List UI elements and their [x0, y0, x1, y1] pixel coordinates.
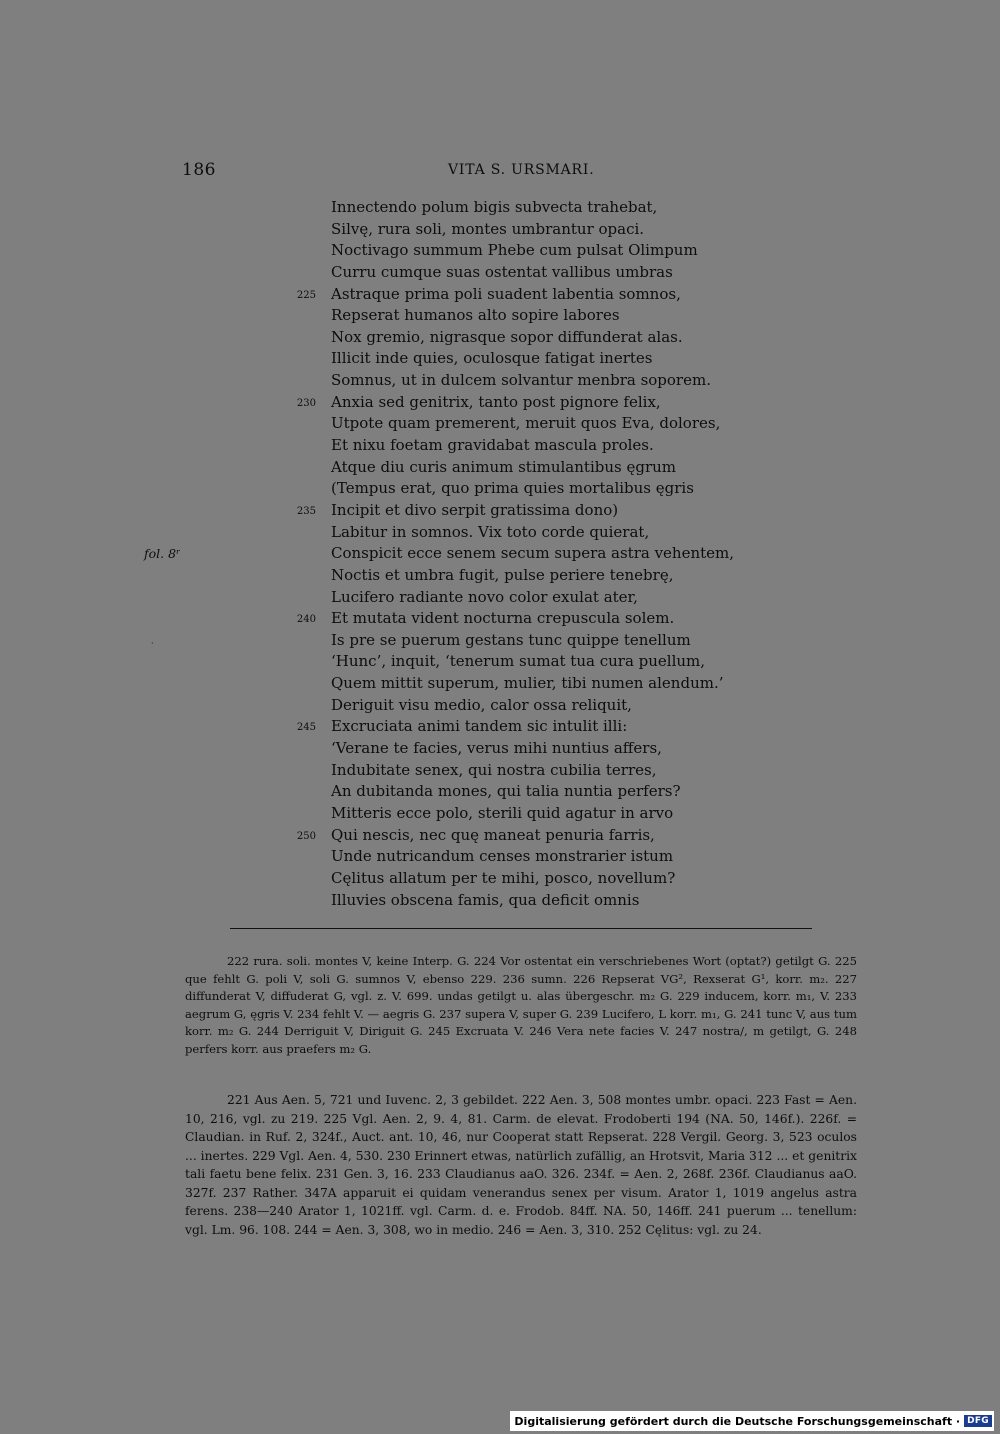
poem-line — [0, 435, 1000, 457]
line-number: 225 — [296, 289, 316, 301]
apparatus-text: 222 rura. soli. montes V, keine Interp. G. 224 Vor ostentat ein verschriebenes Wort (optat?) getilgt G. 225 que fehlt G. poli V, soli G. sumnos V, ebenso 229. 236 sumn. 226 Repserat VG², Rexserat G¹, korr. m₂. 227 diffunderat V, diffuderat G, vgl. z. V. 699. undas getilgt u. alas übergeschr. m₂ G. 229 inducem, korr. m₁, V. 233 aegrum G, ęgris V. 234 fehlt V. — aegris G. 237 supera V, super G. 239 Lucifero, L korr. m₁, G. 241 tunc V, aus tum korr. m₂ G. 244 Derriguit V, Diriguit G. 245 Excruata V. 246 Vera nete facies V. 247 nostra/, m getilgt, G. 248 perfers korr. aus praefers m₂ G. — [185, 954, 857, 1056]
line-number: 230 — [296, 397, 316, 409]
verse-text: Unde nutricandum censes monstrarier istum — [331, 847, 674, 866]
poem-line — [0, 868, 1000, 890]
poem-line — [0, 500, 1000, 522]
poem-line — [0, 608, 1000, 630]
verse-text: Excruciata animi tandem sic intulit illi: — [331, 717, 628, 736]
poem-line — [0, 219, 1000, 241]
verse-text: Innectendo polum bigis subvecta trahebat, — [331, 198, 658, 216]
verse-text: Repserat humanos alto sopire labores — [331, 306, 620, 325]
verse-text: Conspicit ecce senem secum supera astra vehentem, — [331, 544, 735, 563]
folio-marginal-note: fol. 8ʳ — [144, 546, 181, 562]
verse-text: ‘Hunc’, inquit, ‘tenerum sumat tua cura puellum, — [331, 652, 706, 671]
verse-text: Curru cumque suas ostentat vallibus umbras — [331, 262, 673, 281]
poem-line — [0, 413, 1000, 435]
verse-text: An dubitanda mones, qui talia nuntia perfers? — [331, 782, 681, 801]
poem-line — [0, 522, 1000, 544]
line-number: 245 — [296, 722, 316, 734]
poem-line — [0, 738, 1000, 760]
verse-text: Noctis et umbra fugit, pulse periere tenebrę, — [331, 565, 674, 584]
verse-text: Mitteris ecce polo, sterili quid agatur in arvo — [331, 803, 674, 822]
poem-text — [0, 197, 1000, 911]
verse-text: Incipit et divo serpit gratissima dono) — [331, 500, 619, 519]
poem-line — [0, 543, 1000, 565]
verse-text: Utpote quam premerent, meruit quos Eva, dolores, — [331, 414, 721, 433]
footnote-divider — [230, 928, 812, 929]
poem-line — [0, 284, 1000, 306]
verse-text: Cęlitus allatum per te mihi, posco, novellum? — [331, 868, 676, 887]
poem-line — [0, 348, 1000, 370]
verse-text: Atque diu curis animum stimulantibus ęgrum — [331, 457, 676, 476]
poem-line — [0, 262, 1000, 284]
running-title: VITA S. URSMARI. — [448, 162, 595, 178]
poem-line — [0, 197, 1000, 219]
footer-text: Digitalisierung gefördert durch die Deutsche Forschungsgemeinschaft · — [514, 1414, 961, 1428]
verse-text: Somnus, ut in dulcem solvantur menbra soporem. — [331, 371, 711, 390]
verse-text: Qui nescis, nec quę maneat penuria farris, — [331, 825, 655, 844]
poem-line — [0, 457, 1000, 479]
verse-text: Noctivago summum Phebe cum pulsat Olimpum — [331, 241, 698, 260]
poem-line — [0, 392, 1000, 414]
source-notes — [185, 1091, 857, 1239]
poem-line — [0, 760, 1000, 782]
verse-text: Illicit inde quies, oculosque fatigat inertes — [331, 349, 653, 368]
poem-line — [0, 890, 1000, 912]
poem-line — [0, 673, 1000, 695]
funding-footer — [510, 1411, 994, 1431]
poem-line — [0, 478, 1000, 500]
poem-line — [0, 846, 1000, 868]
poem-line — [0, 781, 1000, 803]
poem-line — [0, 716, 1000, 738]
line-number: 250 — [296, 830, 316, 842]
line-number: 235 — [296, 505, 316, 517]
poem-line — [0, 240, 1000, 262]
poem-line — [0, 587, 1000, 609]
poem-line — [0, 327, 1000, 349]
verse-text: Lucifero radiante novo color exulat ater, — [331, 587, 638, 606]
stray-mark: · — [151, 639, 154, 648]
verse-text: (Tempus erat, quo prima quies mortalibus ęgris — [331, 479, 694, 498]
verse-text: Is pre se puerum gestans tunc quippe tenellum — [331, 630, 691, 649]
verse-text: Indubitate senex, qui nostra cubilia terres, — [331, 760, 657, 779]
dfg-logo: DFG — [964, 1415, 992, 1427]
poem-line — [0, 370, 1000, 392]
poem-line — [0, 565, 1000, 587]
verse-text: Astraque prima poli suadent labentia somnos, — [331, 284, 681, 303]
page-number: 186 — [182, 160, 216, 180]
verse-text: Labitur in somnos. Vix toto corde quierat, — [331, 522, 650, 541]
verse-text: Silvę, rura soli, montes umbrantur opaci. — [331, 219, 645, 238]
poem-line — [0, 695, 1000, 717]
verse-text: Nox gremio, nigrasque sopor diffunderat alas. — [331, 327, 683, 346]
source-notes-text: 221 Aus Aen. 5, 721 und Iuvenc. 2, 3 gebildet. 222 Aen. 3, 508 montes umbr. opaci. 223 Fast = Aen. 10, 216, vgl. zu 219. 225 Vgl. Aen. 2, 9. 4, 81. Carm. de elevat. Frodoberti 194 (NA. 50, 146f.). 226f. = Claudian. in Ruf. 2, 324f., Auct. ant. 10, 46, nur Cooperat statt Repserat. 228 Vergil. Georg. 3, 523 oculos ... inertes. 229 Vgl. Aen. 4, 530. 230 Erinnert etwas, natürlich zufällig, an Hrotsvit, Maria 312 ... et genitrix tali faetu bene felix. 231 Gen. 3, 16. 233 Claudianus aaO. 326. 234f. = Aen. 2, 268f. 236f. Claudianus aaO. 327f. 237 Rather. 347A apparuit ei quidam venerandus senex per visum. Arator 1, 1019 angelus astra ferens. 238—240 Arator 1, 1021ff. vgl. Carm. d. e. Frodob. 84ff. NA. 50, 146ff. 241 puerum ... tenellum: vgl. Lm. 96. 108. 244 = Aen. 3, 308, wo in medio. 246 = Aen. 3, 310. 252 Cęlitus: vgl. zu 24. — [185, 1093, 857, 1237]
verse-text: Deriguit visu medio, calor ossa reliquit, — [331, 695, 632, 714]
verse-text: Et nixu foetam gravidabat mascula proles. — [331, 436, 654, 455]
poem-line — [0, 651, 1000, 673]
verse-text: Anxia sed genitrix, tanto post pignore felix, — [331, 392, 661, 411]
critical-apparatus — [185, 953, 857, 1059]
poem-line — [0, 305, 1000, 327]
poem-line — [0, 630, 1000, 652]
poem-line — [0, 825, 1000, 847]
verse-text: Et mutata vident nocturna crepuscula solem. — [331, 609, 675, 628]
poem-line — [0, 803, 1000, 825]
verse-text: Quem mittit superum, mulier, tibi numen alendum.’ — [331, 674, 724, 693]
verse-text: Illuvies obscena famis, qua deficit omnis — [331, 890, 640, 909]
verse-text: ‘Verane te facies, verus mihi nuntius affers, — [331, 739, 662, 758]
line-number: 240 — [296, 614, 316, 626]
